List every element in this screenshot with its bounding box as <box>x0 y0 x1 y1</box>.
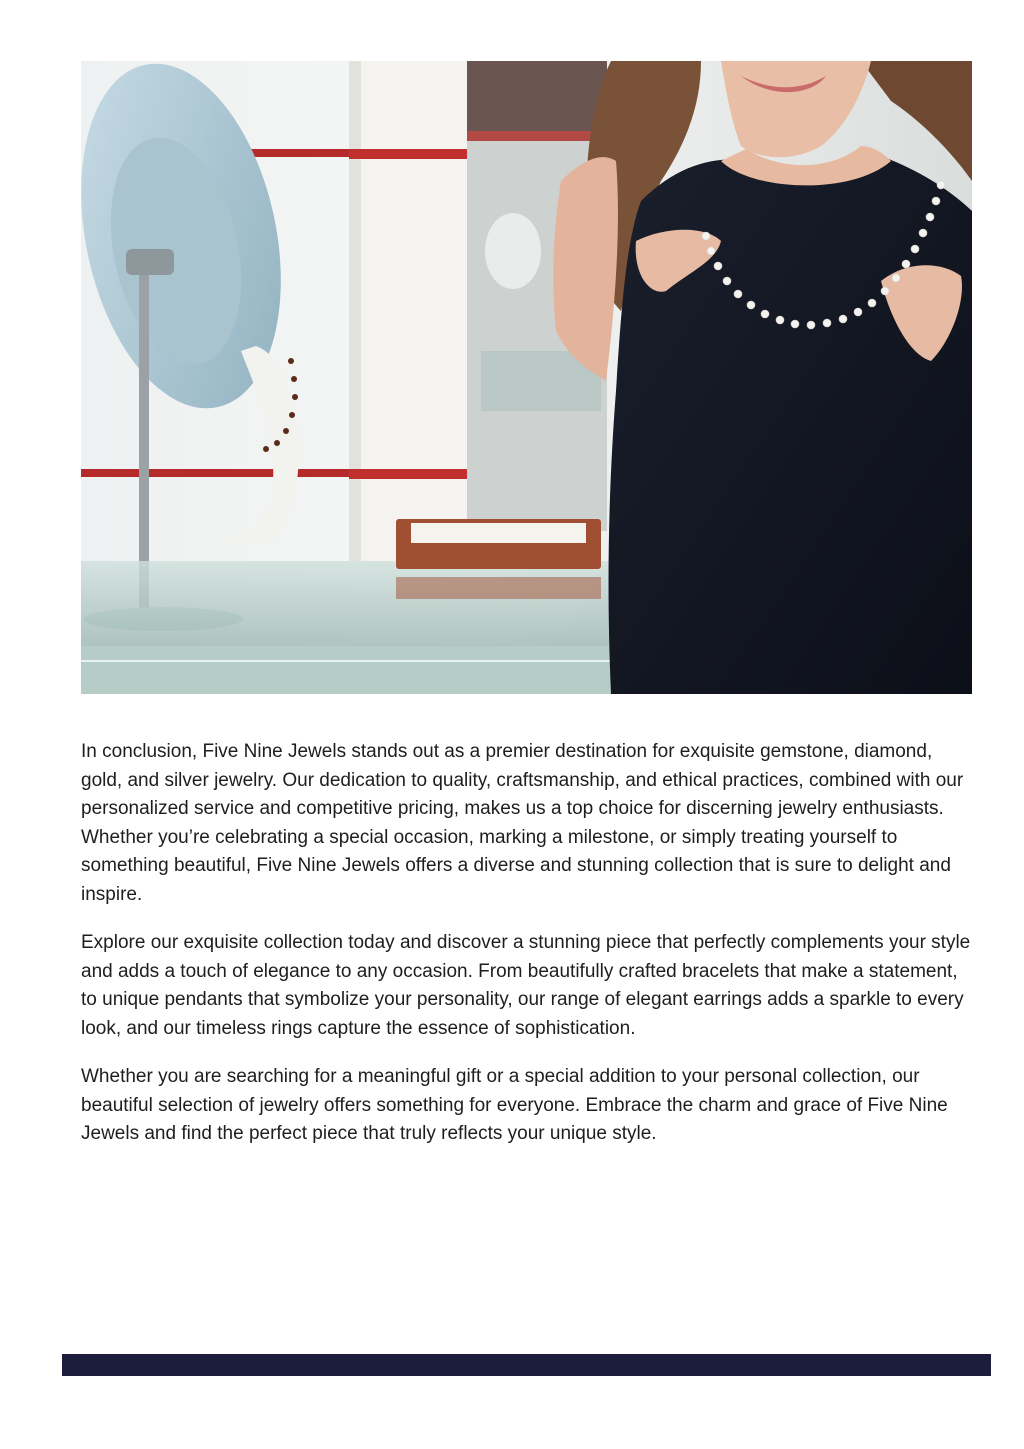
paragraph-explore-collection: Explore our exquisite collection today and discover a stunning piece that perfectly complements your style and adds a touch of elegance to any occasion. From beautifully crafted bracelets that make a statement, to unique pendants that symbolize your personality, our range of elegant earrings adds a sparkle to every look, and our timeless rings capture the essence of sophistication. <box>81 932 971 1039</box>
paragraph-gift-selection: Whether you are searching for a meaningful gift or a special addition to your personal collection, our beautiful selection of jewelry offers something for everyone. Embrace the charm and grace of Five Nine Jewels and find the perfect piece that truly reflects your unique style. <box>81 1066 948 1144</box>
showroom-illustration <box>81 61 972 694</box>
paragraph-conclusion: In conclusion, Five Nine Jewels stands out as a premier destination for exquisite gemstone, diamond, gold, and silver jewelry. Our dedication to quality, craftsmanship, and ethical practices, combined with our personalized service and competitive pricing, makes us a top choice for discerning jewelry enthusiasts. Whether you’re celebrating a special occasion, marking a milestone, or simply treating yourself to something beautiful, Five Nine Jewels offers a diverse and stunning collection that is sure to delight and inspire. <box>81 741 964 905</box>
footer-bar <box>62 1354 991 1376</box>
hero-image <box>81 61 972 694</box>
article-body <box>81 738 972 1169</box>
